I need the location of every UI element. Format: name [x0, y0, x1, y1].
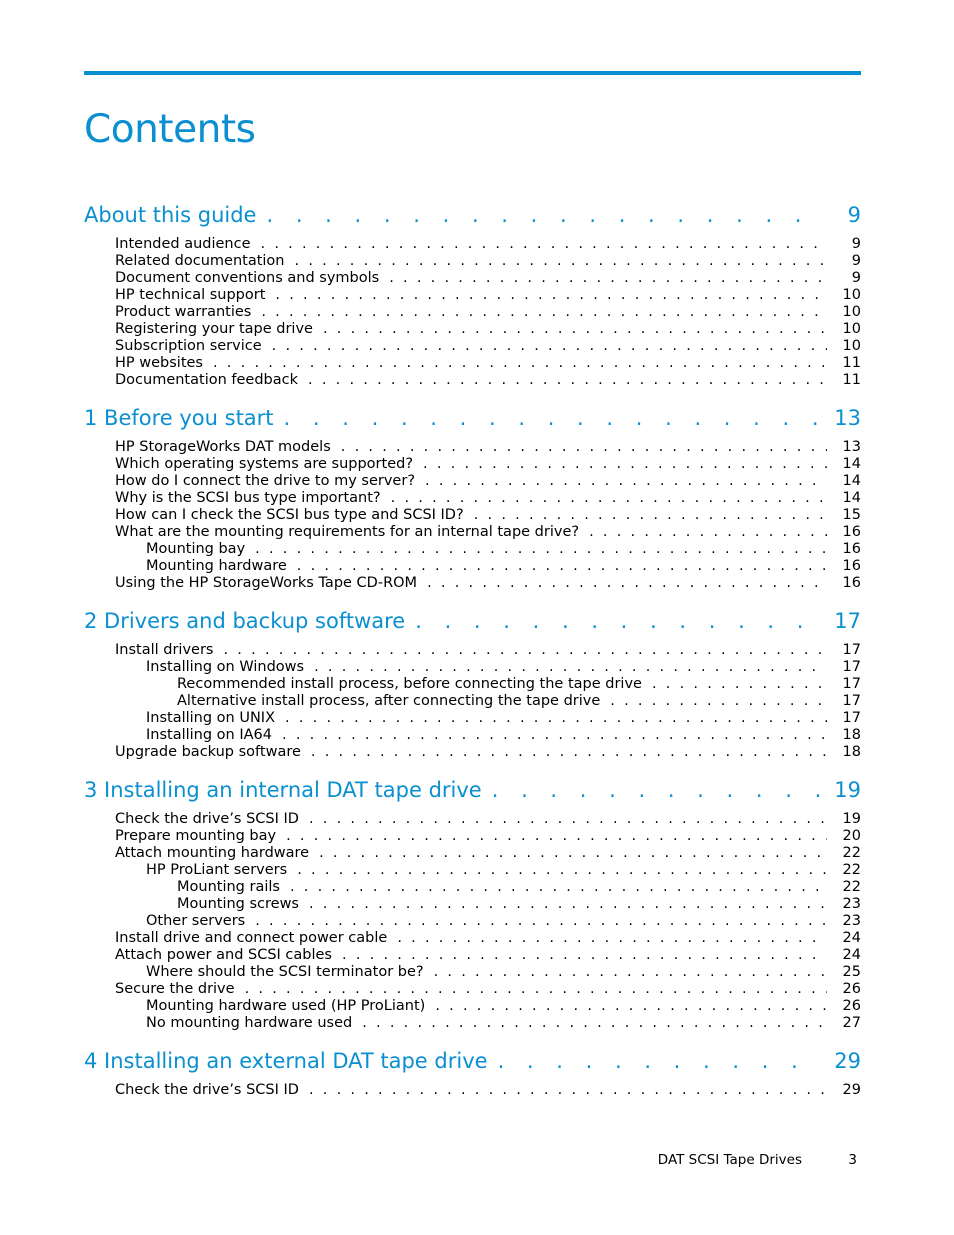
- dot-leader: [389, 270, 827, 287]
- toc-entry-title: Registering your tape drive: [115, 321, 313, 337]
- toc-chapter[interactable]: [84, 1049, 861, 1082]
- footer-page-number: 3: [848, 1152, 857, 1168]
- toc-chapter-title: 4 Installing an external DAT tape drive: [84, 1049, 488, 1073]
- toc-entry[interactable]: [84, 845, 861, 862]
- dot-leader: [397, 930, 827, 947]
- toc-entry[interactable]: [84, 964, 861, 981]
- chapter-spacer: [84, 389, 861, 406]
- toc-chapter[interactable]: [84, 778, 861, 811]
- toc-entry-page: 18: [842, 744, 861, 760]
- toc-entry[interactable]: [84, 862, 861, 879]
- toc-entry-page: 17: [842, 642, 861, 658]
- toc-entry[interactable]: [84, 304, 861, 321]
- dot-leader: [589, 524, 827, 541]
- toc-chapter-page: 9: [847, 203, 861, 227]
- toc-entry[interactable]: [84, 744, 861, 761]
- toc-chapter-title: 1 Before you start: [84, 406, 274, 430]
- toc-entry-page: 9: [851, 236, 861, 252]
- toc-chapter-title: About this guide: [84, 203, 257, 227]
- toc-entry-title: Where should the SCSI terminator be?: [146, 964, 424, 980]
- toc-entry-page: 15: [842, 507, 861, 523]
- toc-entry-page: 13: [842, 439, 861, 455]
- footer-doc-title: DAT SCSI Tape Drives: [657, 1152, 802, 1168]
- chapter-spacer: [84, 1032, 861, 1049]
- toc-entry-title: Upgrade backup software: [115, 744, 301, 760]
- toc-entry[interactable]: [84, 236, 861, 253]
- toc-entry-page: 17: [842, 710, 861, 726]
- toc-chapter[interactable]: [84, 609, 861, 642]
- toc-entry-page: 26: [842, 981, 861, 997]
- toc-entry-title: Related documentation: [115, 253, 285, 269]
- toc-entry-page: 10: [842, 304, 861, 320]
- chapter-spacer: [84, 592, 861, 609]
- toc-entry-title: Mounting screws: [177, 896, 299, 912]
- dot-leader: [311, 744, 827, 761]
- toc-chapter-page: 17: [834, 609, 861, 633]
- header-rule: [84, 71, 861, 75]
- toc-entry-title: HP technical support: [115, 287, 266, 303]
- toc-entry-page: 16: [842, 541, 861, 557]
- toc-chapter[interactable]: [84, 203, 861, 236]
- toc-entry-title: Why is the SCSI bus type important?: [115, 490, 381, 506]
- toc-entry[interactable]: [84, 372, 861, 389]
- toc-entry-title: Mounting hardware used (HP ProLiant): [146, 998, 426, 1014]
- toc-entry-title: How do I connect the drive to my server?: [115, 473, 416, 489]
- toc-chapter-page: 19: [834, 778, 861, 802]
- toc-entry[interactable]: [84, 1015, 861, 1032]
- toc-entry-page: 14: [842, 456, 861, 472]
- toc-entry[interactable]: [84, 575, 861, 592]
- toc-entry-page: 14: [842, 473, 861, 489]
- dot-leader: [319, 845, 827, 862]
- dot-leader: [272, 338, 827, 355]
- toc-chapter-page: 29: [834, 1049, 861, 1073]
- toc-entry-title: Installing on Windows: [146, 659, 305, 675]
- toc-entry-title: Install drivers: [115, 642, 214, 658]
- toc-entry-page: 24: [842, 947, 861, 963]
- toc-entry[interactable]: [84, 659, 861, 676]
- toc-entry-page: 19: [842, 811, 861, 827]
- page-footer: [0, 1152, 954, 1170]
- toc-entry-title: What are the mounting requirements for an internal tape drive?: [115, 524, 580, 540]
- toc-entry-title: Mounting hardware: [146, 558, 287, 574]
- toc-entry-page: 23: [842, 913, 861, 929]
- toc-entry-page: 22: [842, 862, 861, 878]
- dot-leader: [474, 507, 827, 524]
- dot-leader: [498, 1049, 821, 1073]
- toc-entry-title: HP websites: [115, 355, 203, 371]
- dot-leader: [423, 456, 827, 473]
- toc-entry-page: 22: [842, 879, 861, 895]
- toc-entry-page: 18: [842, 727, 861, 743]
- toc-entry[interactable]: [84, 507, 861, 524]
- dot-leader: [255, 913, 827, 930]
- dot-leader: [391, 490, 827, 507]
- dot-leader: [261, 236, 827, 253]
- toc-entry[interactable]: [84, 879, 861, 896]
- toc-entry[interactable]: [84, 270, 861, 287]
- toc-chapter-title: 2 Drivers and backup software: [84, 609, 406, 633]
- toc-entry-title: Alternative install process, after connecting the tape drive: [177, 693, 601, 709]
- table-of-contents: [84, 203, 861, 1099]
- toc-entry-title: Intended audience: [115, 236, 251, 252]
- toc-entry[interactable]: [84, 1082, 861, 1099]
- toc-entry[interactable]: [84, 727, 861, 744]
- toc-entry-title: No mounting hardware used: [146, 1015, 353, 1031]
- toc-entry-page: 9: [851, 253, 861, 269]
- toc-entry[interactable]: [84, 287, 861, 304]
- toc-entry-title: Other servers: [146, 913, 246, 929]
- toc-entry[interactable]: [84, 710, 861, 727]
- toc-entry-page: 17: [842, 659, 861, 675]
- toc-entry[interactable]: [84, 439, 861, 456]
- dot-leader: [286, 828, 827, 845]
- toc-entry-page: 16: [842, 575, 861, 591]
- toc-entry[interactable]: [84, 253, 861, 270]
- dot-leader: [284, 406, 821, 430]
- toc-entry-title: Attach mounting hardware: [115, 845, 310, 861]
- toc-entry-title: Mounting rails: [177, 879, 280, 895]
- dot-leader: [652, 676, 827, 693]
- toc-entry[interactable]: [84, 642, 861, 659]
- toc-entry-title: Subscription service: [115, 338, 262, 354]
- toc-entry[interactable]: [84, 541, 861, 558]
- toc-entry-page: 25: [842, 964, 861, 980]
- toc-entry-title: Using the HP StorageWorks Tape CD-ROM: [115, 575, 418, 591]
- dot-leader: [341, 439, 827, 456]
- dot-leader: [309, 811, 827, 828]
- toc-entry[interactable]: [84, 947, 861, 964]
- dot-leader: [266, 203, 821, 227]
- dot-leader: [295, 253, 828, 270]
- toc-entry[interactable]: [84, 338, 861, 355]
- toc-chapter-page: 13: [834, 406, 861, 430]
- dot-leader: [342, 947, 827, 964]
- toc-entry-title: Prepare mounting bay: [115, 828, 277, 844]
- toc-entry[interactable]: [84, 558, 861, 575]
- toc-entry-page: 11: [842, 355, 861, 371]
- toc-entry[interactable]: [84, 896, 861, 913]
- toc-entry-page: 16: [842, 524, 861, 540]
- toc-chapter[interactable]: [84, 406, 861, 439]
- toc-entry[interactable]: [84, 473, 861, 490]
- toc-entry[interactable]: [84, 524, 861, 541]
- toc-entry[interactable]: [84, 490, 861, 507]
- toc-entry-title: Attach power and SCSI cables: [115, 947, 332, 963]
- toc-entry[interactable]: [84, 456, 861, 473]
- toc-entry-title: Install drive and connect power cable: [115, 930, 388, 946]
- toc-entry-title: How can I check the SCSI bus type and SCSI ID?: [115, 507, 464, 523]
- dot-leader: [275, 287, 827, 304]
- toc-entry-title: Installing on IA64: [146, 727, 272, 743]
- toc-entry-title: Secure the drive: [115, 981, 235, 997]
- toc-entry-page: 17: [842, 693, 861, 709]
- dot-leader: [427, 575, 827, 592]
- dot-leader: [425, 473, 827, 490]
- dot-leader: [255, 541, 827, 558]
- dot-leader: [297, 558, 827, 575]
- toc-entry[interactable]: [84, 321, 861, 338]
- dot-leader: [282, 727, 827, 744]
- dot-leader: [362, 1015, 827, 1032]
- toc-entry-title: Document conventions and symbols: [115, 270, 380, 286]
- toc-entry-page: 9: [851, 270, 861, 286]
- toc-entry-page: 20: [842, 828, 861, 844]
- page-title: Contents: [84, 107, 256, 153]
- toc-entry-page: 11: [842, 372, 861, 388]
- toc-entry[interactable]: [84, 998, 861, 1015]
- toc-entry-title: Check the drive’s SCSI ID: [115, 1082, 299, 1098]
- toc-entry[interactable]: [84, 693, 861, 710]
- toc-entry-title: Recommended install process, before connecting the tape drive: [177, 676, 642, 692]
- toc-entry-page: 27: [842, 1015, 861, 1031]
- dot-leader: [314, 659, 827, 676]
- toc-entry[interactable]: [84, 828, 861, 845]
- toc-entry-page: 16: [842, 558, 861, 574]
- dot-leader: [610, 693, 827, 710]
- dot-leader: [213, 355, 827, 372]
- dot-leader: [308, 372, 827, 389]
- dot-leader: [223, 642, 827, 659]
- toc-entry[interactable]: [84, 676, 861, 693]
- toc-entry[interactable]: [84, 811, 861, 828]
- toc-entry-page: 14: [842, 490, 861, 506]
- toc-entry-title: Which operating systems are supported?: [115, 456, 414, 472]
- dot-leader: [297, 862, 827, 879]
- toc-entry-title: Installing on UNIX: [146, 710, 276, 726]
- dot-leader: [309, 896, 827, 913]
- toc-entry-page: 24: [842, 930, 861, 946]
- toc-entry[interactable]: [84, 355, 861, 372]
- dot-leader: [261, 304, 827, 321]
- dot-leader: [492, 778, 821, 802]
- toc-entry-page: 22: [842, 845, 861, 861]
- toc-entry[interactable]: [84, 981, 861, 998]
- dot-leader: [309, 1082, 827, 1099]
- toc-entry-page: 23: [842, 896, 861, 912]
- toc-entry-title: Product warranties: [115, 304, 252, 320]
- toc-entry-page: 17: [842, 676, 861, 692]
- toc-entry-page: 29: [842, 1082, 861, 1098]
- toc-entry-title: HP StorageWorks DAT models: [115, 439, 331, 455]
- toc-entry-page: 10: [842, 338, 861, 354]
- toc-entry-page: 10: [842, 321, 861, 337]
- toc-entry[interactable]: [84, 913, 861, 930]
- toc-entry[interactable]: [84, 930, 861, 947]
- dot-leader: [415, 609, 821, 633]
- dot-leader: [323, 321, 827, 338]
- toc-entry-page: 10: [842, 287, 861, 303]
- toc-entry-title: Documentation feedback: [115, 372, 298, 388]
- dot-leader: [434, 964, 827, 981]
- toc-entry-title: Mounting bay: [146, 541, 246, 557]
- toc-entry-title: HP ProLiant servers: [146, 862, 288, 878]
- chapter-spacer: [84, 761, 861, 778]
- dot-leader: [290, 879, 827, 896]
- toc-entry-title: Check the drive’s SCSI ID: [115, 811, 299, 827]
- dot-leader: [245, 981, 827, 998]
- toc-entry-page: 26: [842, 998, 861, 1014]
- toc-chapter-title: 3 Installing an internal DAT tape drive: [84, 778, 482, 802]
- dot-leader: [285, 710, 827, 727]
- dot-leader: [435, 998, 827, 1015]
